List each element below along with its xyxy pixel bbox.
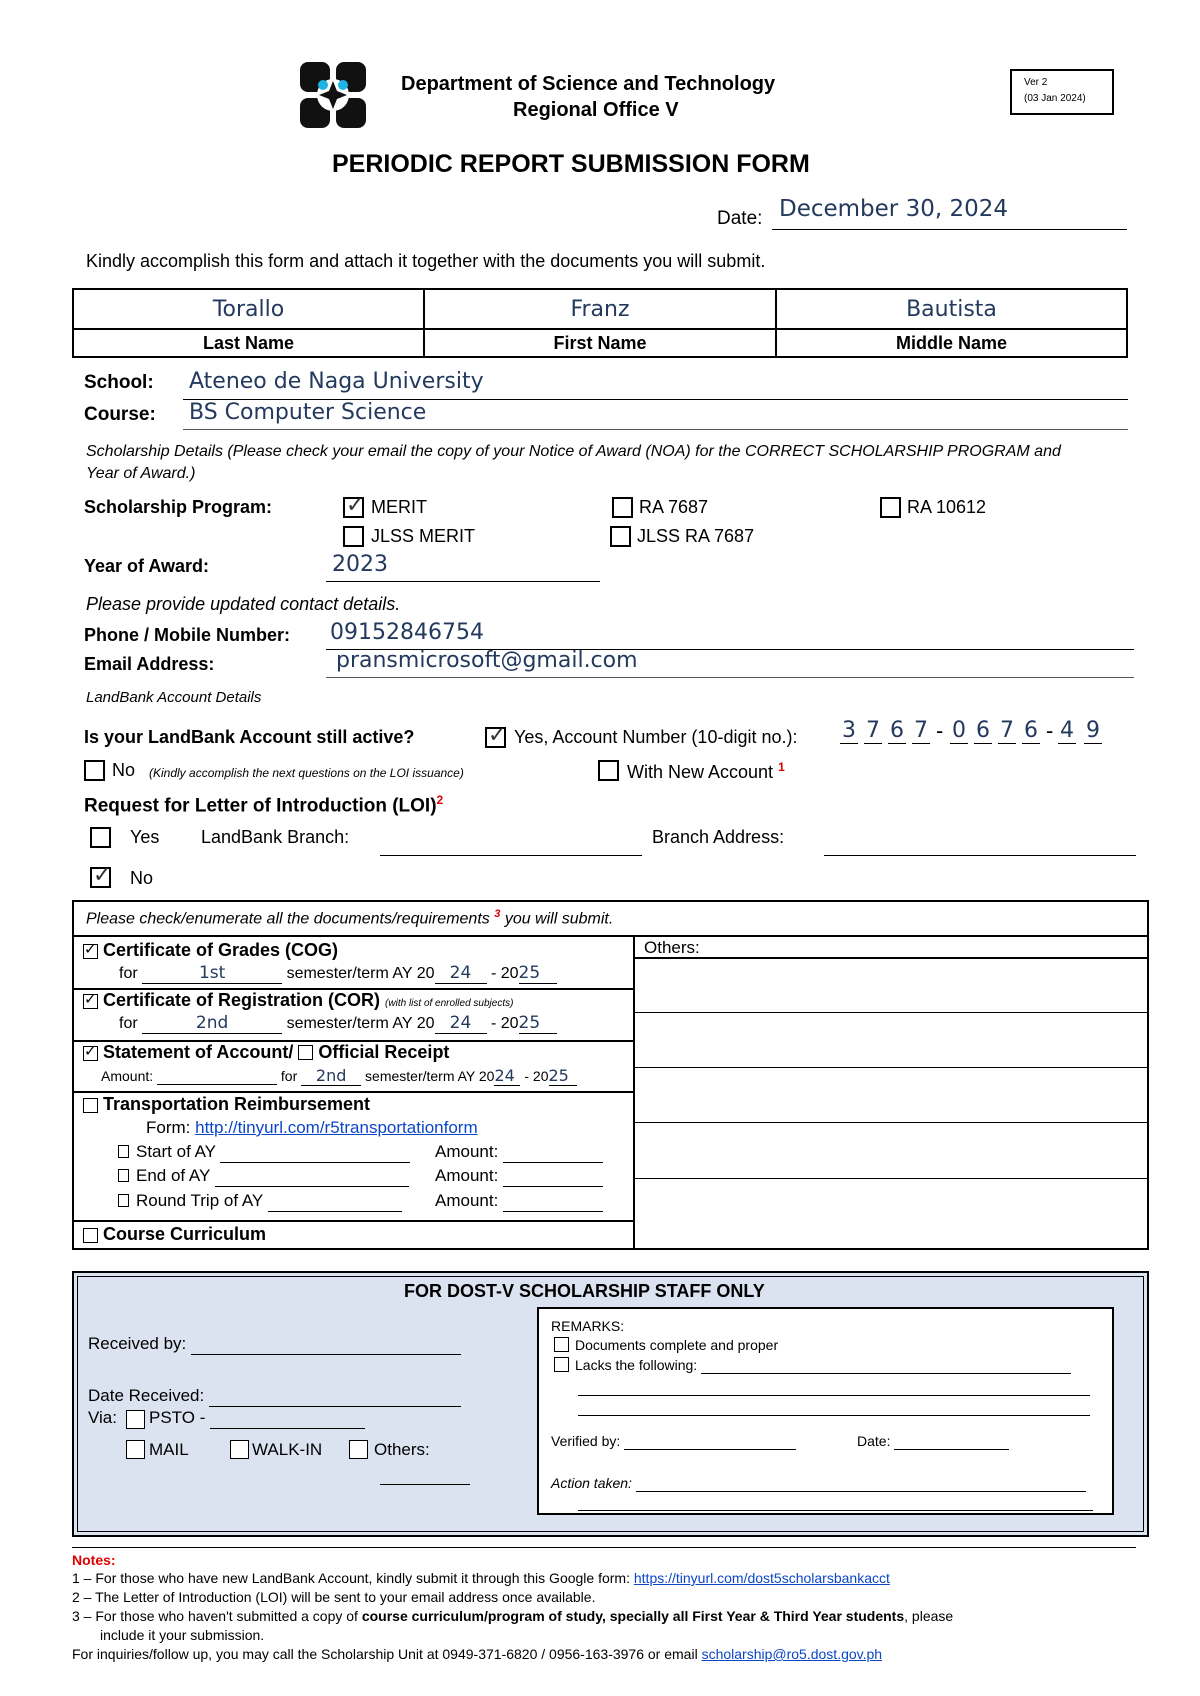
- round-trip-field[interactable]: [268, 1191, 402, 1212]
- name-table: [72, 288, 1128, 358]
- others-checkbox[interactable]: [349, 1440, 368, 1459]
- acct-digit: 7: [1000, 718, 1014, 743]
- form-title: PERIODIC REPORT SUBMISSION FORM: [332, 150, 810, 178]
- branch-address-field[interactable]: [824, 828, 1136, 856]
- others-line[interactable]: [633, 1178, 1149, 1179]
- documents-header-divider: [72, 935, 1149, 937]
- landbank-yes-checkbox[interactable]: [485, 727, 506, 748]
- acct-digit: 6: [890, 718, 904, 743]
- last-name-field[interactable]: [73, 289, 424, 329]
- verified-line: Verified by:: [551, 1433, 796, 1450]
- staff-title: FOR DOST-V SCHOLARSHIP STAFF ONLY: [404, 1281, 765, 1301]
- documents-header: Please check/enumerate all the documents/requirements $^3$ you will submit.: [86, 908, 614, 928]
- acct-digit-line: [864, 743, 882, 744]
- dept-name: Department of Science and Technology: [401, 73, 776, 95]
- soa-amount-field[interactable]: [157, 1068, 277, 1085]
- middle-name-label: Middle Name: [776, 329, 1127, 357]
- version-date: (03 Jan 2024): [1024, 93, 1086, 104]
- loi-title: Request for Letter of Introduction (LOI)$^2$: [84, 793, 444, 817]
- mail-label: MAIL: [149, 1440, 189, 1459]
- psto-field[interactable]: [210, 1408, 365, 1429]
- inquiry-line: For inquiries/follow up, you may call the Scholarship Unit at 0949-371-6820 / 0956-163-3976 or email scholarship@ro5.dost.gov.ph: [72, 1646, 883, 1662]
- acct-dash: -: [936, 718, 944, 743]
- date-label: Date:: [717, 208, 763, 229]
- footnote-ref-3: 3: [494, 908, 501, 920]
- branch-label: LandBank Branch:: [201, 827, 350, 847]
- verified-field[interactable]: [624, 1433, 796, 1450]
- date-received-field[interactable]: [209, 1386, 461, 1407]
- received-by-line: Received by:: [88, 1334, 461, 1355]
- course-field[interactable]: [183, 400, 1128, 430]
- landbank-no-note: (Kindly accomplish the next questions on the LOI issuance): [149, 766, 464, 780]
- cog-ay2[interactable]: 25: [519, 963, 557, 984]
- others-via-label: Others:: [374, 1440, 430, 1459]
- cor-ay1[interactable]: 24: [435, 1013, 487, 1034]
- dost-logo: [300, 62, 366, 128]
- transport-checkbox[interactable]: [83, 1098, 98, 1113]
- date-value: December 30, 2024: [779, 196, 1009, 222]
- transport-title: Transportation Reimbursement: [103, 1094, 371, 1114]
- version-label: Ver 2: [1024, 77, 1048, 88]
- cor-line: for 2nd semester/term AY 20 24 - 2025: [119, 1013, 557, 1034]
- notes-title: Notes:: [72, 1552, 116, 1568]
- walkin-label: WALK-IN: [252, 1440, 323, 1459]
- received-by-field[interactable]: [191, 1334, 461, 1355]
- scholarship-email-link[interactable]: scholarship@ro5.dost.gov.ph: [701, 1646, 883, 1662]
- phone-field[interactable]: [326, 621, 1134, 650]
- lacks-extra-line[interactable]: [578, 1415, 1090, 1416]
- soa-title: Statement of Account/ Official Receipt: [103, 1042, 450, 1062]
- footnote-ref-2: 2: [436, 793, 444, 807]
- acct-digit: 6: [976, 718, 990, 743]
- contact-note: Please provide updated contact details.: [86, 594, 401, 614]
- first-name-field[interactable]: [424, 289, 776, 329]
- email-field[interactable]: [326, 650, 1134, 678]
- cor-title: Certificate of Registration (COR) (with list of enrolled subjects): [103, 990, 514, 1010]
- cor-checkbox[interactable]: [83, 994, 98, 1009]
- branch-field[interactable]: [380, 828, 642, 856]
- lacks-checkbox[interactable]: [554, 1357, 569, 1372]
- action-field[interactable]: [636, 1475, 1086, 1492]
- round-amount-field[interactable]: [503, 1191, 603, 1212]
- acct-digit-line: [1022, 743, 1040, 744]
- action-extra-line[interactable]: [578, 1510, 1093, 1511]
- loi-yes-checkbox[interactable]: [90, 827, 111, 848]
- note-3: 3 – For those who haven't submitted a copy of course curriculum/program of study, specially all First Year & Third Year students, please: [72, 1608, 954, 1624]
- course-value: BS Computer Science: [189, 400, 427, 425]
- others-label: Others:: [644, 938, 700, 957]
- merit-checkbox[interactable]: [343, 497, 364, 518]
- start-ay-line: Start of AY: [136, 1142, 410, 1163]
- date-received-line: Date Received:: [88, 1386, 461, 1407]
- loi-no-label: No: [130, 868, 154, 888]
- acct-digit: 6: [1024, 718, 1038, 743]
- curriculum-checkbox[interactable]: [83, 1228, 98, 1243]
- year-award-field[interactable]: [326, 552, 600, 582]
- mail-checkbox[interactable]: [126, 1440, 145, 1459]
- date-field[interactable]: [772, 194, 1127, 230]
- or-checkbox[interactable]: [298, 1045, 313, 1060]
- soa-ay1[interactable]: 24: [494, 1066, 520, 1086]
- acct-dash: -: [1046, 718, 1054, 743]
- round-trip-checkbox[interactable]: [118, 1194, 129, 1207]
- new-account-label: With New Account $^1$: [627, 760, 785, 782]
- jlss-ra7687-label: JLSS RA 7687: [637, 526, 755, 546]
- office-name: Regional Office V: [513, 99, 679, 121]
- landbank-no-label: No: [112, 760, 136, 780]
- landbank-no-checkbox[interactable]: [84, 760, 105, 781]
- end-amount-field[interactable]: [503, 1166, 603, 1187]
- remarks-label: REMARKS:: [551, 1318, 625, 1334]
- acct-digit-line: [1084, 743, 1102, 744]
- landbank-yes-label: Yes, Account Number (10-digit no.):: [514, 727, 798, 747]
- others-line[interactable]: [633, 957, 1149, 959]
- start-ay-field[interactable]: [220, 1142, 410, 1163]
- account-number-field[interactable]: [838, 716, 1118, 746]
- soa-ay2[interactable]: 25: [549, 1066, 577, 1086]
- ra7687-label: RA 7687: [639, 497, 709, 517]
- lacks-extra-line[interactable]: [578, 1395, 1090, 1396]
- cog-ay1[interactable]: 24: [435, 963, 487, 984]
- ra10612-checkbox[interactable]: [880, 497, 901, 518]
- cog-line: for 1st semester/term AY 20 24 - 2025: [119, 963, 557, 984]
- first-name-value: Franz: [570, 296, 630, 322]
- acct-digit: 9: [1086, 718, 1100, 743]
- lacks-field[interactable]: [701, 1357, 1071, 1374]
- complete-label: Documents complete and proper: [575, 1337, 779, 1353]
- year-award-label: Year of Award:: [84, 556, 210, 576]
- landbank-active-question: Is your LandBank Account still active?: [84, 727, 415, 747]
- cog-checkbox[interactable]: [83, 944, 98, 959]
- others-via-field[interactable]: [380, 1484, 470, 1485]
- doc-row-divider: [72, 1220, 633, 1222]
- last-name-label: Last Name: [73, 329, 424, 357]
- soa-checkbox[interactable]: [83, 1046, 98, 1061]
- notes-divider: [72, 1547, 1136, 1548]
- acct-digit: 7: [914, 718, 928, 743]
- footnote-ref-1: 1: [778, 760, 785, 774]
- acct-digit: 0: [952, 718, 966, 743]
- school-label: School:: [84, 372, 154, 393]
- doc-row-divider: [72, 1091, 633, 1093]
- jlss-merit-label: JLSS MERIT: [371, 526, 476, 546]
- cog-title: Certificate of Grades (COG): [103, 940, 339, 960]
- round-amount-line: Amount:: [435, 1191, 603, 1212]
- cor-ay2[interactable]: 25: [519, 1013, 557, 1034]
- note-3-cont: include it your submission.: [100, 1627, 265, 1643]
- transport-form-link[interactable]: http://tinyurl.com/r5transportationform: [195, 1118, 478, 1137]
- note-2: 2 – The Letter of Introduction (LOI) will be sent to your email address once available.: [72, 1589, 596, 1605]
- others-line[interactable]: [633, 1067, 1149, 1068]
- psto-checkbox[interactable]: [126, 1410, 145, 1429]
- cog-sem[interactable]: 1st: [142, 963, 282, 984]
- ra7687-checkbox[interactable]: [612, 497, 633, 518]
- acct-digit-line: [840, 743, 858, 744]
- staff-date-field[interactable]: [894, 1433, 1009, 1450]
- course-label: Course:: [84, 404, 156, 425]
- year-award-value: 2023: [332, 552, 388, 577]
- branch-address-label: Branch Address:: [652, 827, 785, 847]
- start-amount-field[interactable]: [503, 1142, 603, 1163]
- jlss-merit-checkbox[interactable]: [343, 526, 364, 547]
- complete-checkbox[interactable]: [554, 1337, 569, 1352]
- end-amount-line: Amount:: [435, 1166, 603, 1187]
- acct-digit-line: [950, 743, 968, 744]
- staff-date-line: Date:: [857, 1433, 1009, 1450]
- scholarship-details-note: Scholarship Details (Please check your email the copy of your Notice of Award (NOA) for the CORRECT SCHOLARSHIP PROGRAM and Year of Award.): [86, 443, 1061, 482]
- email-value: pransmicrosoft@gmail.com: [336, 648, 638, 673]
- merit-label: MERIT: [371, 497, 427, 517]
- lacks-line: Lacks the following:: [575, 1357, 1071, 1374]
- others-line[interactable]: [633, 1012, 1149, 1013]
- phone-value: 09152846754: [330, 620, 484, 645]
- start-amount-line: Amount:: [435, 1142, 603, 1163]
- instruction-text: Kindly accomplish this form and attach it together with the documents you will submit.: [86, 251, 766, 271]
- last-name-value: Torallo: [212, 296, 285, 322]
- acct-digit-line: [912, 743, 930, 744]
- phone-label: Phone / Mobile Number:: [84, 625, 291, 645]
- ra10612-label: RA 10612: [907, 497, 987, 517]
- acct-digit-line: [888, 743, 906, 744]
- version-box: [1010, 69, 1114, 115]
- curriculum-title: Course Curriculum: [103, 1224, 267, 1244]
- landbank-note: LandBank Account Details: [86, 689, 262, 706]
- soa-line: Amount: for 2nd semester/term AY 2024 - 2025: [101, 1066, 577, 1086]
- end-ay-field[interactable]: [215, 1166, 409, 1187]
- acct-digit: 3: [842, 718, 856, 743]
- new-account-checkbox[interactable]: [598, 760, 619, 781]
- others-line[interactable]: [633, 1122, 1149, 1123]
- loi-yes-label: Yes: [130, 827, 160, 847]
- program-label: Scholarship Program:: [84, 497, 273, 517]
- acct-digit-line: [974, 743, 992, 744]
- email-label: Email Address:: [84, 654, 215, 674]
- middle-name-field[interactable]: [776, 289, 1127, 329]
- start-ay-checkbox[interactable]: [118, 1145, 129, 1158]
- school-value: Ateneo de Naga University: [189, 369, 484, 394]
- action-line: Action taken:: [551, 1475, 1086, 1492]
- documents-column-divider: [633, 935, 635, 1250]
- via-label: Via:: [88, 1408, 117, 1427]
- loi-no-checkbox[interactable]: [90, 867, 111, 888]
- soa-sem[interactable]: 2nd: [301, 1066, 361, 1086]
- jlss-ra7687-checkbox[interactable]: [610, 526, 631, 547]
- transport-form-line: Form: http://tinyurl.com/r5transportationform: [146, 1118, 478, 1137]
- acct-digit: 4: [1060, 718, 1074, 743]
- end-ay-checkbox[interactable]: [118, 1169, 129, 1182]
- end-ay-line: End of AY: [136, 1166, 409, 1187]
- school-field[interactable]: [183, 368, 1128, 400]
- acct-digit-line: [998, 743, 1016, 744]
- cor-sem[interactable]: 2nd: [142, 1013, 282, 1034]
- acct-digit-line: [1058, 743, 1076, 744]
- note-1: 1 – For those who have new LandBank Account, kindly submit it through this Google form: https://tinyurl.com/dost5scholarsbankacct: [72, 1570, 890, 1586]
- acct-digit: 7: [866, 718, 880, 743]
- middle-name-value: Bautista: [906, 296, 997, 322]
- walkin-checkbox[interactable]: [230, 1440, 249, 1459]
- round-trip-line: Round Trip of AY: [136, 1191, 402, 1212]
- bank-form-link[interactable]: https://tinyurl.com/dost5scholarsbankacct: [633, 1570, 890, 1586]
- psto-line: PSTO -: [149, 1408, 365, 1429]
- first-name-label: First Name: [424, 329, 776, 357]
